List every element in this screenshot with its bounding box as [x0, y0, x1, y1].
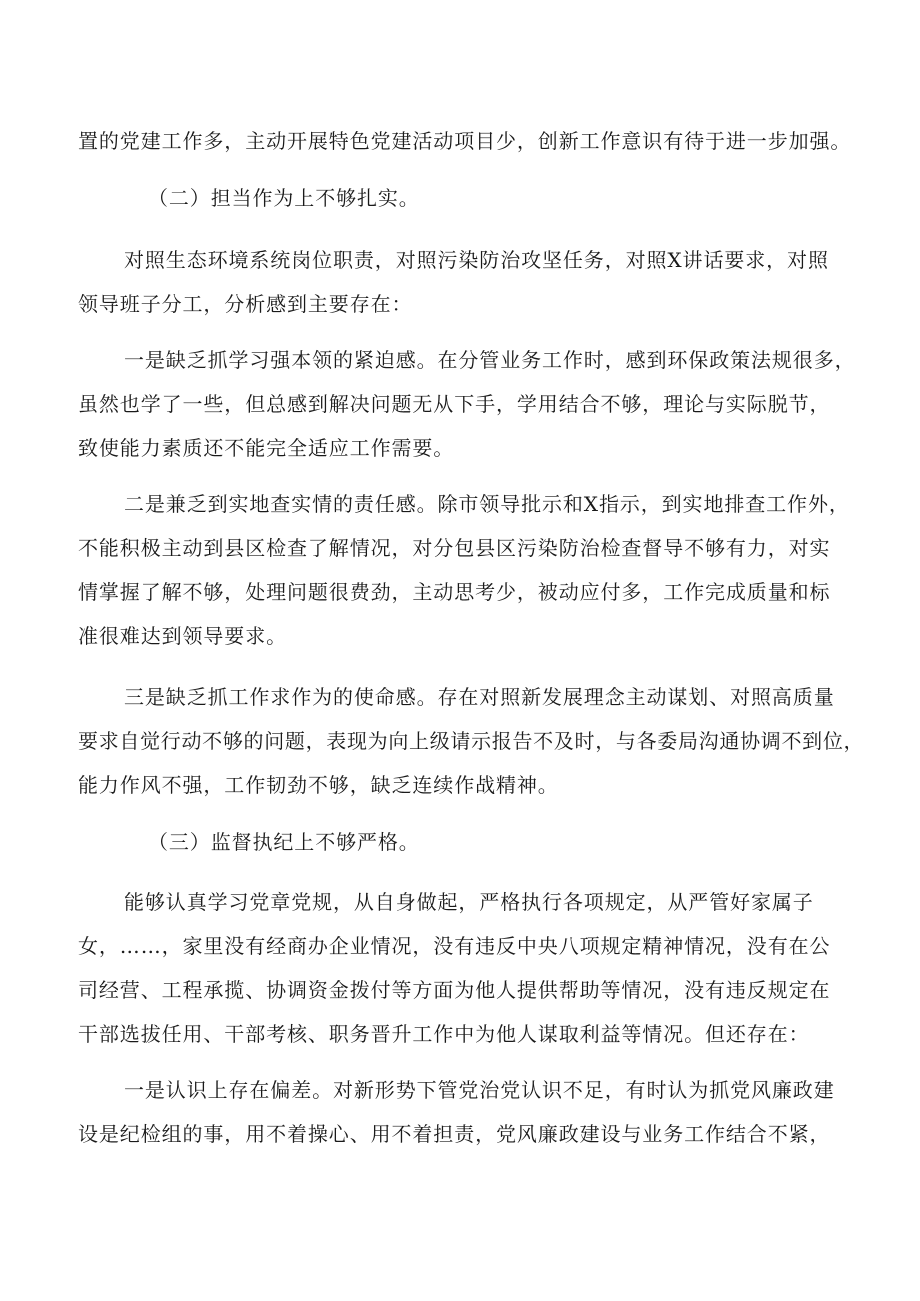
paragraph-line: 一是缺乏抓学习强本领的紧迫感。在分管业务工作时，感到环保政策法规很多， [124, 348, 856, 372]
paragraph-line: 三是缺乏抓工作求作为的使命感。存在对照新发展理念主动谋划、对照高质量 [124, 685, 835, 709]
paragraph-line: 设是纪检组的事，用不着操心、用不着担责，党风廉政建设与业务工作结合不紧， [78, 1122, 831, 1146]
paragraph-line: 能够认真学习党章党规，从自身做起，严格执行各项规定，从严管好家属子 [124, 890, 814, 914]
paragraph-line: 能力作风不强，工作韧劲不够，缺乏连续作战精神。 [78, 773, 559, 797]
paragraph-line: 准很难达到领导要求。 [78, 624, 287, 648]
paragraph-line: 一是认识上存在偏差。对新形势下管党治党认识不足，有时认为抓党风廉政建 [124, 1078, 835, 1102]
paragraph-line: 虽然也学了一些，但总感到解决问题无从下手，学用结合不够，理论与实际脱节， [78, 392, 831, 416]
paragraph-line: 置的党建工作多，主动开展特色党建活动项目少，创新工作意识有待于进一步加强。 [78, 129, 852, 153]
paragraph-line: 二是兼乏到实地查实情的责任感。除市领导批示和X指示，到实地排查工作外， [124, 492, 850, 516]
paragraph-line: 要求自觉行动不够的问题，表现为向上级请示报告不及时，与各委局沟通协调不到位， [78, 729, 865, 753]
paragraph-line: 干部选拔任用、干部考核、职务晋升工作中为他人谋取利益等情况。但还存在： [78, 1022, 810, 1046]
paragraph-line: 对照生态环境系统岗位职责，对照污染防治攻坚任务，对照X讲话要求，对照 [124, 248, 829, 272]
paragraph-line: 司经营、工程承揽、协调资金拨付等方面为他人提供帮助等情况，没有违反规定在 [78, 978, 831, 1002]
paragraph-line: 不能积极主动到县区检查了解情况，对分包县区污染防治检查督导不够有力，对实 [78, 536, 831, 560]
section-heading: （二）担当作为上不够扎实。 [148, 186, 420, 210]
section-heading: （三）监督执纪上不够严格。 [148, 830, 420, 854]
paragraph-line: 致使能力素质还不能完全适应工作需要。 [78, 436, 455, 460]
paragraph-line: 情掌握了解不够，处理问题很费劲，主动思考少，被动应付多，工作完成质量和标 [78, 580, 831, 604]
paragraph-line: 领导班子分工，分析感到主要存在： [78, 292, 413, 316]
paragraph-line: 女，……，家里没有经商办企业情况，没有违反中央八项规定精神情况，没有在公 [78, 934, 831, 958]
